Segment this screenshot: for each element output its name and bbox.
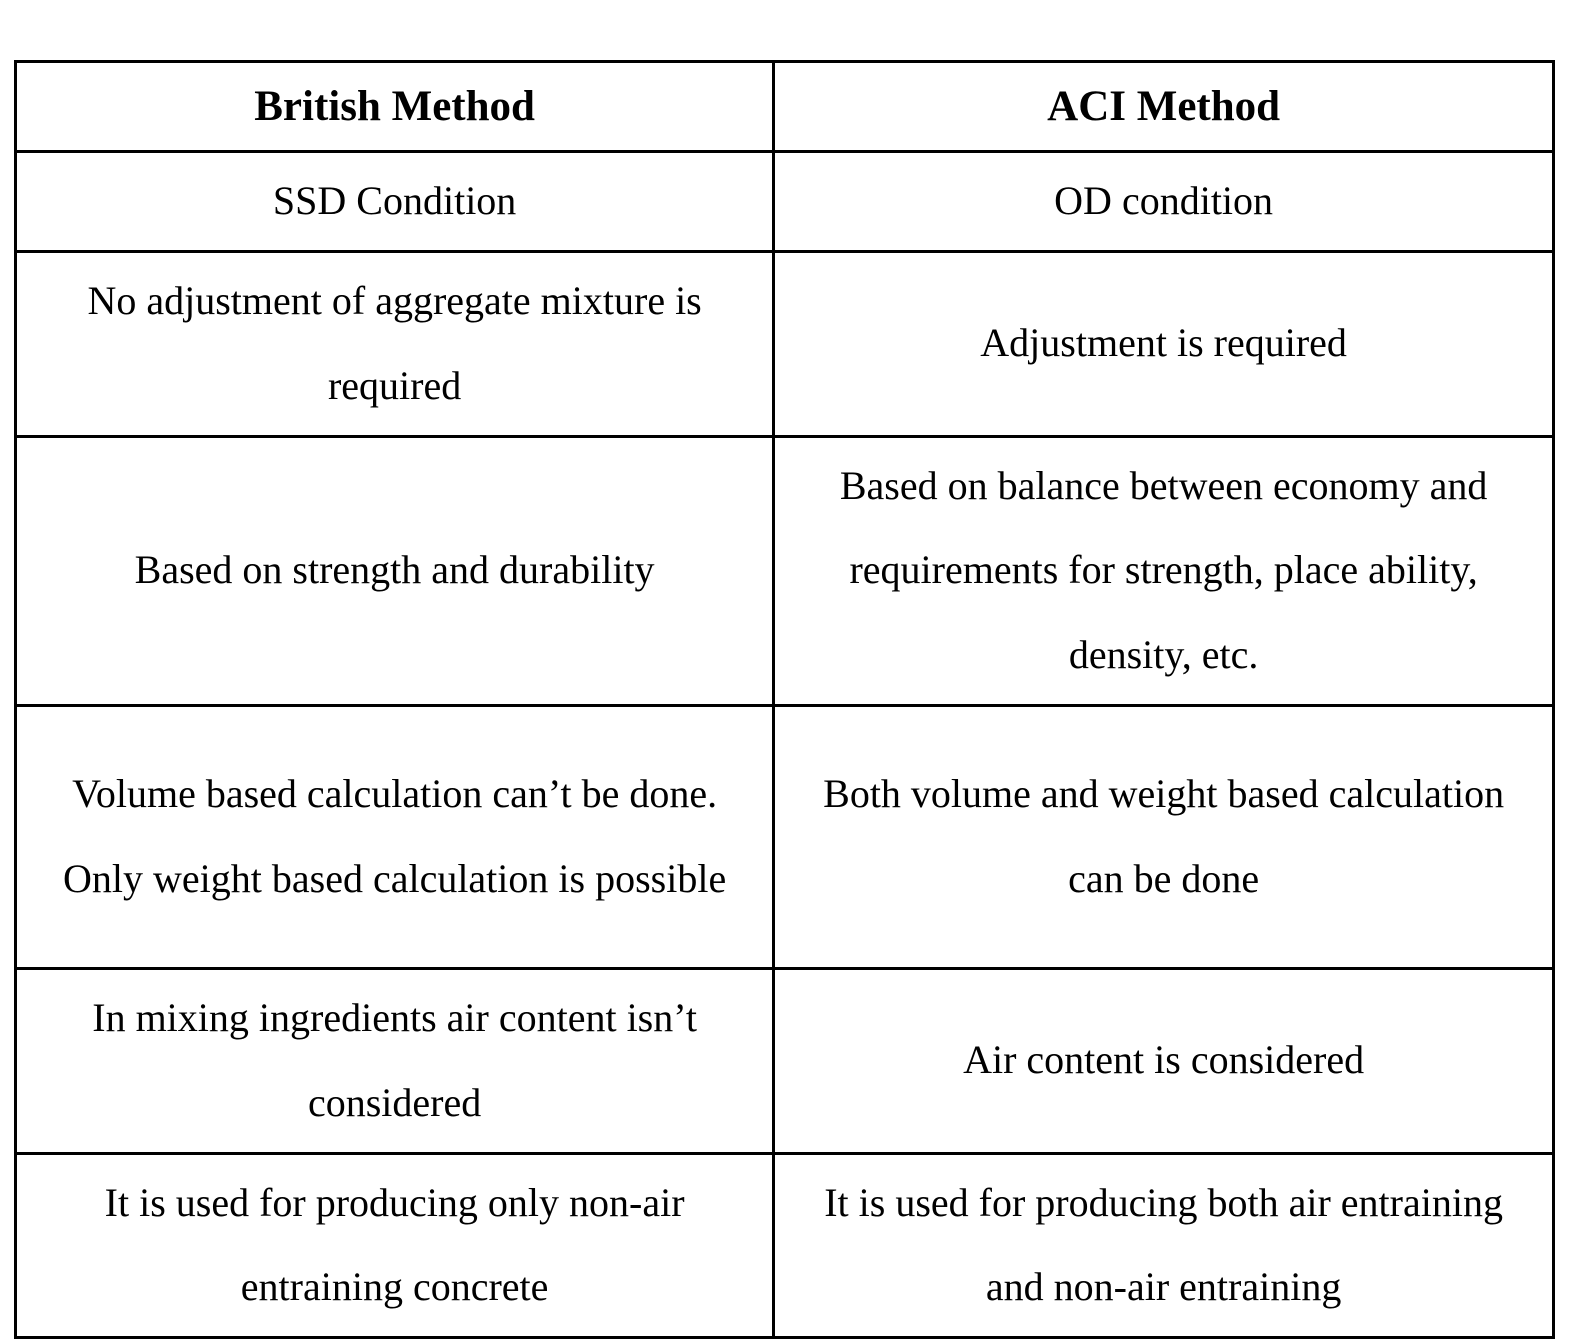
- table-row: [16, 969, 1554, 1154]
- comparison-table: [14, 60, 1555, 1339]
- table-row: [16, 436, 1554, 705]
- header-cell-british-method: British Method: [16, 62, 774, 152]
- table-header-row: [16, 62, 1554, 152]
- table-cell-british-adjustment: No adjustment of aggregate mixture is required: [16, 252, 774, 437]
- table-row: [16, 252, 1554, 437]
- table-cell-british-calculation: Volume based calculation can’t be done. Only weight based calculation is possible: [16, 706, 774, 969]
- table-cell-british-condition: SSD Condition: [16, 152, 774, 252]
- table-cell-british-usage: It is used for producing only non-air entraining concrete: [16, 1153, 774, 1338]
- table-row: [16, 1153, 1554, 1338]
- table-cell-aci-basis: Based on balance between economy and requirements for strength, place ability, density, etc.: [774, 436, 1554, 705]
- header-cell-aci-method: ACI Method: [774, 62, 1554, 152]
- table-cell-aci-usage: It is used for producing both air entraining and non-air entraining: [774, 1153, 1554, 1338]
- table-cell-aci-adjustment: Adjustment is required: [774, 252, 1554, 437]
- table-cell-aci-calculation: Both volume and weight based calculation can be done: [774, 706, 1554, 969]
- table-cell-aci-condition: OD condition: [774, 152, 1554, 252]
- table-cell-british-basis: Based on strength and durability: [16, 436, 774, 705]
- table-row: [16, 152, 1554, 252]
- table-row: [16, 706, 1554, 969]
- table-cell-british-air-content: In mixing ingredients air content isn’t considered: [16, 969, 774, 1154]
- table-cell-aci-air-content: Air content is considered: [774, 969, 1554, 1154]
